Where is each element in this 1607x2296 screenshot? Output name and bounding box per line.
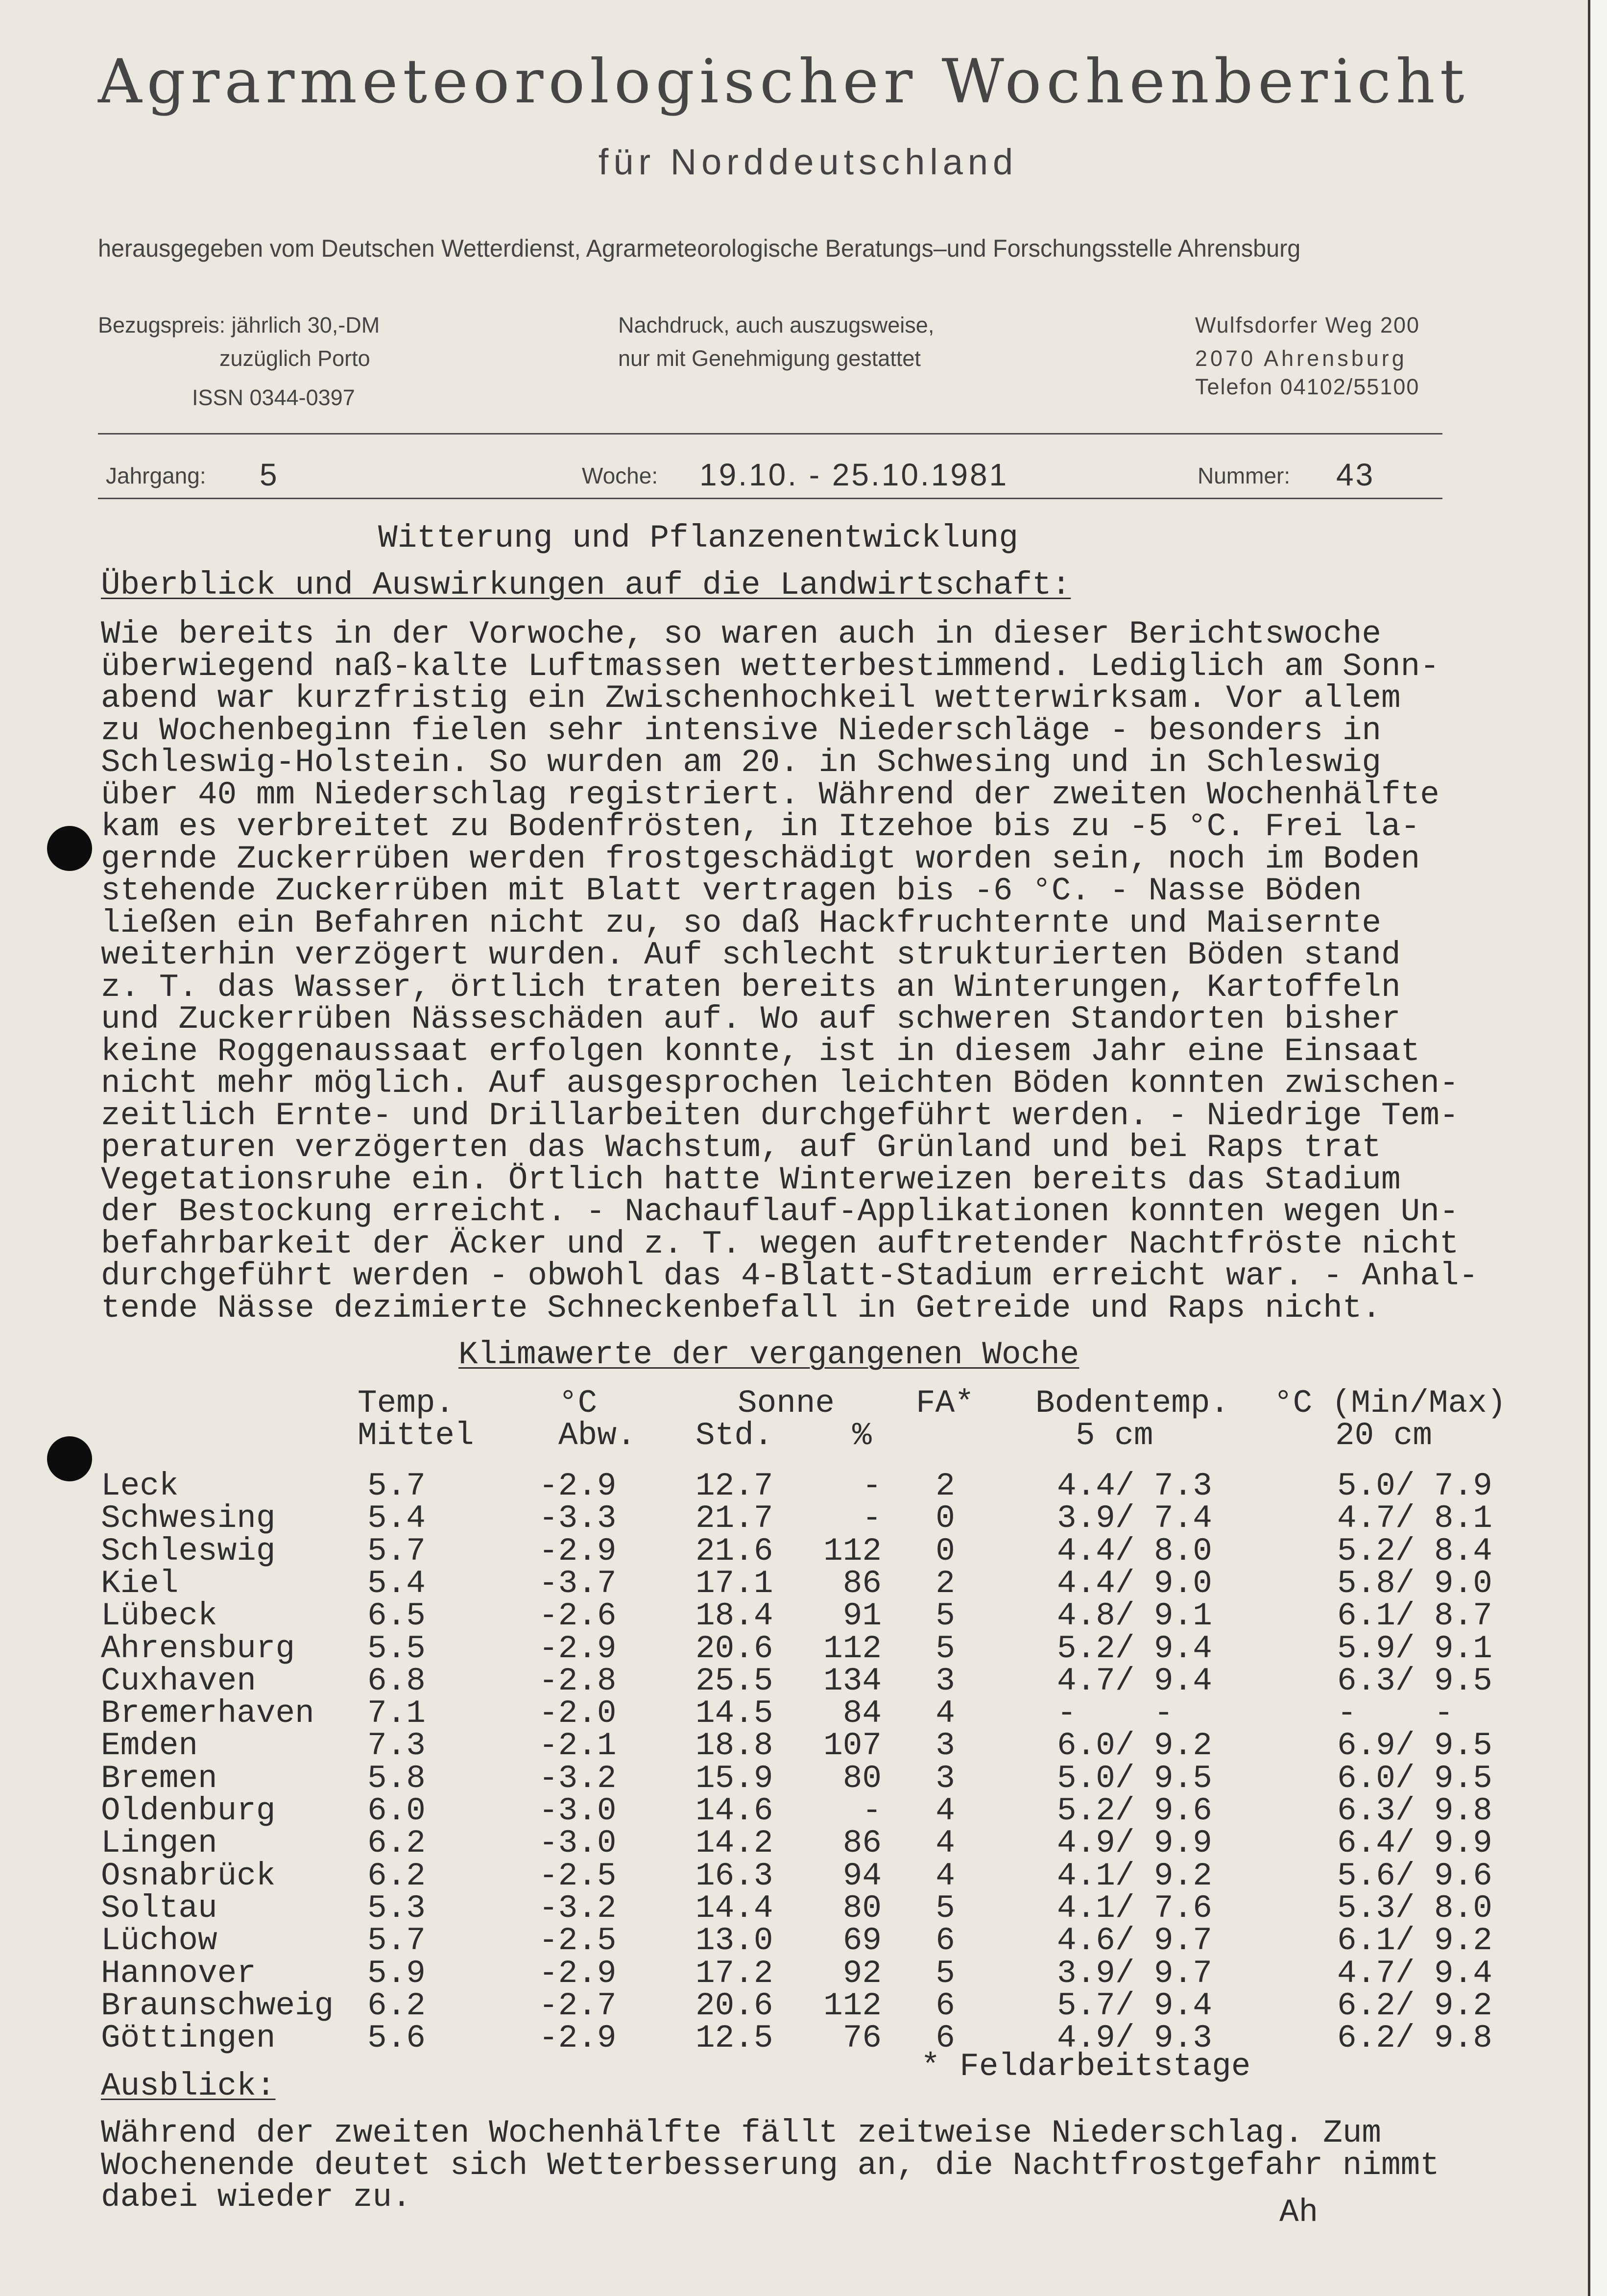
temp-mean: 5.9	[367, 1955, 426, 1992]
sunshine-percent: 84	[842, 1695, 882, 1732]
reprint-line-2: nur mit Genehmigung gestattet	[618, 346, 921, 371]
temp-deviation: -3.0	[539, 1825, 617, 1862]
sunshine-hours: 14.2	[696, 1825, 773, 1862]
soil-temp-20cm: 5.9/ 9.1	[1337, 1630, 1492, 1667]
station-name: Osnabrück	[101, 1857, 276, 1894]
table-row	[0, 1955, 1607, 1992]
station-name: Ahrensburg	[101, 1630, 295, 1667]
overview-line: kam es verbreitet zu Bodenfrösten, in Itzehoe bis zu -5 °C. Frei la-	[101, 808, 1420, 845]
station-name: Schleswig	[101, 1532, 276, 1570]
overview-line: über 40 mm Niederschlag registriert. Während der zweiten Wochenhälfte	[101, 776, 1439, 813]
overview-line: überwiegend naß-kalte Luftmassen wetterbestimmend. Lediglich am Sonn-	[101, 648, 1439, 685]
soil-temp-5cm: - -	[1057, 1695, 1174, 1732]
overview-line: z. T. das Wasser, örtlich traten bereits an Winterungen, Kartoffeln	[101, 968, 1401, 1006]
field-work-days: 4	[935, 1857, 955, 1894]
temp-deviation: -3.2	[539, 1889, 617, 1927]
soil-temp-5cm: 6.0/ 9.2	[1057, 1727, 1212, 1764]
overview-body	[101, 616, 1521, 1327]
soil-temp-20cm: 5.8/ 9.0	[1337, 1565, 1492, 1602]
soil-temp-5cm: 4.6/ 9.7	[1057, 1922, 1212, 1959]
table-row	[0, 1565, 1607, 1602]
temp-mean: 5.6	[367, 2020, 426, 2057]
soil-temp-20cm: 5.3/ 8.0	[1337, 1889, 1492, 1927]
overview-line: weiterhin verzögert wurden. Auf schlecht strukturierten Böden stand	[101, 937, 1401, 973]
sunshine-percent: 112	[823, 1532, 882, 1570]
temp-deviation: -2.0	[539, 1695, 617, 1732]
col-header-5cm: 5 cm	[1076, 1417, 1153, 1454]
col-header-abw: Abw.	[558, 1417, 636, 1454]
sunshine-hours: 15.9	[696, 1760, 773, 1797]
soil-temp-5cm: 4.9/ 9.9	[1057, 1825, 1212, 1862]
table-footnote: * Feldarbeitstage	[921, 2048, 1251, 2085]
table-row	[0, 1468, 1607, 1504]
field-work-days: 4	[935, 1695, 955, 1732]
woche-label: Woche:	[582, 463, 658, 488]
soil-temp-20cm: 5.2/ 8.4	[1337, 1532, 1492, 1570]
field-work-days: 5	[935, 1955, 955, 1992]
overview-line: befahrbarkeit der Äcker und z. T. wegen auftretender Nachtfröste nicht	[101, 1225, 1459, 1262]
table-row	[0, 1532, 1607, 1570]
soil-temp-5cm: 5.7/ 9.4	[1057, 1987, 1212, 2024]
temp-mean: 6.0	[367, 1792, 426, 1829]
temp-deviation: -2.6	[539, 1597, 617, 1635]
sunshine-hours: 12.7	[696, 1468, 773, 1504]
sunshine-hours: 13.0	[696, 1922, 773, 1959]
soil-temp-5cm: 4.1/ 9.2	[1057, 1857, 1212, 1894]
jahrgang-value: 5	[260, 457, 279, 492]
publisher-line: herausgegeben vom Deutschen Wetterdienst, Agrarmeteorologische Beratungs–und Forschungsstelle Ahrensburg	[98, 235, 1301, 262]
col-header-degc: °C	[558, 1385, 598, 1422]
sunshine-percent: 80	[842, 1760, 882, 1797]
temp-mean: 6.2	[367, 1857, 426, 1894]
overview-line: und Zuckerrüben Nässeschäden auf. Wo auf schweren Standorten bisher	[101, 1001, 1401, 1038]
overview-line: gernde Zuckerrüben werden frostgeschädigt worden sein, noch im Boden	[101, 840, 1420, 877]
nummer-label: Nummer:	[1198, 463, 1291, 488]
table-heading: Klimawerte der vergangenen Woche	[458, 1336, 1079, 1373]
station-name: Emden	[101, 1727, 198, 1764]
field-work-days: 0	[935, 1500, 955, 1537]
overview-line: keine Roggenaussaat erfolgen konnte, ist in diesem Jahr eine Einsaat	[101, 1033, 1420, 1070]
section-title: Witterung und Pflanzenentwicklung	[378, 520, 1019, 556]
soil-temp-20cm: 6.4/ 9.9	[1337, 1825, 1492, 1862]
station-name: Lübeck	[101, 1597, 217, 1635]
signature: Ah	[1279, 2194, 1319, 2231]
overview-line: Vegetationsruhe ein. Örtlich hatte Winterweizen bereits das Stadium	[101, 1161, 1401, 1198]
sunshine-hours: 21.7	[696, 1500, 773, 1537]
sunshine-percent: 80	[842, 1889, 882, 1927]
sunshine-percent: 86	[842, 1565, 882, 1602]
sunshine-hours: 14.5	[696, 1695, 773, 1732]
soil-temp-5cm: 5.2/ 9.4	[1057, 1630, 1212, 1667]
temp-mean: 6.8	[367, 1662, 426, 1699]
temp-mean: 5.4	[367, 1500, 426, 1537]
temp-mean: 7.3	[367, 1727, 426, 1764]
reprint-line-1: Nachdruck, auch auszugsweise,	[618, 313, 935, 338]
sunshine-hours: 20.6	[696, 1987, 773, 2024]
woche-value: 19.10. - 25.10.1981	[699, 457, 1009, 492]
price-line-2: zuzüglich Porto	[219, 346, 370, 371]
field-work-days: 3	[935, 1727, 955, 1764]
address-line-2: 2070 Ahrensburg	[1195, 346, 1407, 371]
station-name: Soltau	[101, 1889, 217, 1927]
soil-temp-5cm: 3.9/ 7.4	[1057, 1500, 1212, 1537]
header-rule-top	[98, 433, 1442, 435]
station-name: Bremerhaven	[101, 1695, 314, 1732]
sunshine-percent: 112	[823, 1987, 882, 2024]
temp-mean: 5.8	[367, 1760, 426, 1797]
field-work-days: 5	[935, 1597, 955, 1635]
temp-deviation: -2.8	[539, 1662, 617, 1699]
sunshine-percent: 92	[842, 1955, 882, 1992]
soil-temp-5cm: 3.9/ 9.7	[1057, 1955, 1212, 1992]
sunshine-hours: 16.3	[696, 1857, 773, 1894]
soil-temp-5cm: 4.8/ 9.1	[1057, 1597, 1212, 1635]
soil-temp-20cm: 5.0/ 7.9	[1337, 1468, 1492, 1504]
sunshine-hours: 18.4	[696, 1597, 773, 1635]
temp-mean: 6.2	[367, 1825, 426, 1862]
col-header-pct: %	[852, 1417, 872, 1454]
sunshine-percent: -	[862, 1468, 882, 1504]
table-row	[0, 1630, 1607, 1667]
report-title: Agrarmeteorologischer Wochenbericht	[98, 47, 1469, 117]
overview-line: tende Nässe dezimierte Schneckenbefall in Getreide und Raps nicht.	[101, 1289, 1382, 1327]
table-row	[0, 2020, 1607, 2057]
outlook-line: Während der zweiten Wochenhälfte fällt zeitweise Niederschlag. Zum	[101, 2115, 1382, 2151]
sunshine-percent: 86	[842, 1825, 882, 1862]
sunshine-percent: 94	[842, 1857, 882, 1894]
punch-hole-top	[47, 826, 92, 871]
station-name: Cuxhaven	[101, 1662, 256, 1699]
sunshine-hours: 17.2	[696, 1955, 773, 1992]
soil-temp-5cm: 5.0/ 9.5	[1057, 1760, 1212, 1797]
overview-line: zu Wochenbeginn fielen sehr intensive Niederschläge - besonders in	[101, 712, 1382, 749]
table-row	[0, 1662, 1607, 1699]
soil-temp-20cm: 4.7/ 9.4	[1337, 1955, 1492, 1992]
overview-line: peraturen verzögerten das Wachstum, auf Grünland und bei Raps trat	[101, 1129, 1382, 1166]
soil-temp-20cm: 6.9/ 9.5	[1337, 1727, 1492, 1764]
nummer-value: 43	[1336, 457, 1375, 492]
table-row	[0, 1987, 1607, 2024]
temp-deviation: -2.9	[539, 1532, 617, 1570]
sunshine-hours: 17.1	[696, 1565, 773, 1602]
station-name: Leck	[101, 1468, 179, 1504]
col-header-20cm: 20 cm	[1335, 1417, 1433, 1454]
station-name: Bremen	[101, 1760, 217, 1797]
table-row	[0, 1922, 1607, 1959]
sunshine-percent: -	[862, 1792, 882, 1829]
temp-mean: 6.2	[367, 1987, 426, 2024]
soil-temp-5cm: 4.1/ 7.6	[1057, 1889, 1212, 1927]
overview-line: nicht mehr möglich. Auf ausgesprochen leichten Böden konnten zwischen-	[101, 1065, 1459, 1102]
soil-temp-20cm: 6.3/ 9.8	[1337, 1792, 1492, 1829]
temp-deviation: -2.1	[539, 1727, 617, 1764]
overview-line: zeitlich Ernte- und Drillarbeiten durchgeführt werden. - Niedrige Tem-	[101, 1097, 1459, 1134]
sunshine-percent: 107	[823, 1727, 882, 1764]
sunshine-percent: 134	[823, 1662, 882, 1699]
field-work-days: 6	[935, 2020, 955, 2057]
soil-temp-20cm: - -	[1337, 1695, 1454, 1732]
overview-line: Schleswig-Holstein. So wurden am 20. in Schwesing und in Schleswig	[101, 744, 1382, 781]
col-header-std: Std.	[696, 1417, 773, 1454]
temp-mean: 5.3	[367, 1889, 426, 1927]
sunshine-percent: 69	[842, 1922, 882, 1959]
station-name: Braunschweig	[101, 1987, 334, 2024]
station-name: Lingen	[101, 1825, 217, 1862]
price-line-1: Bezugspreis: jährlich 30,-DM	[98, 313, 380, 338]
table-row	[0, 1825, 1607, 1862]
soil-temp-20cm: 6.1/ 9.2	[1337, 1922, 1492, 1959]
table-row	[0, 1597, 1607, 1635]
field-work-days: 3	[935, 1760, 955, 1797]
soil-temp-5cm: 4.4/ 7.3	[1057, 1468, 1212, 1504]
field-work-days: 2	[935, 1468, 955, 1504]
sunshine-percent: -	[862, 1500, 882, 1537]
overview-line: Wie bereits in der Vorwoche, so waren auch in dieser Berichtswoche	[101, 616, 1382, 653]
address-line-1: Wulfsdorfer Weg 200	[1195, 313, 1420, 338]
soil-temp-20cm: 6.2/ 9.8	[1337, 2020, 1492, 2057]
table-row	[0, 1857, 1607, 1894]
sunshine-hours: 20.6	[696, 1630, 773, 1667]
temp-deviation: -2.7	[539, 1987, 617, 2024]
station-name: Oldenburg	[101, 1792, 276, 1829]
soil-temp-20cm: 4.7/ 8.1	[1337, 1500, 1492, 1537]
sunshine-percent: 112	[823, 1630, 882, 1667]
sunshine-hours: 14.6	[696, 1792, 773, 1829]
soil-temp-5cm: 4.7/ 9.4	[1057, 1662, 1212, 1699]
col-header-minmax: °C (Min/Max)	[1273, 1385, 1507, 1422]
temp-mean: 6.5	[367, 1597, 426, 1635]
table-row	[0, 1695, 1607, 1732]
table-row	[0, 1727, 1607, 1764]
outlook-line: dabei wieder zu.	[101, 2179, 411, 2216]
temp-deviation: -2.5	[539, 1857, 617, 1894]
issn: ISSN 0344-0397	[192, 385, 355, 410]
temp-deviation: -3.0	[539, 1792, 617, 1829]
overview-line: durchgeführt werden - obwohl das 4-Blatt-Stadium erreicht war. - Anhal-	[101, 1257, 1479, 1294]
address-line-3: Telefon 04102/55100	[1195, 374, 1420, 399]
overview-heading: Überblick und Auswirkungen auf die Landwirtschaft:	[101, 567, 1071, 604]
temp-mean: 5.7	[367, 1922, 426, 1959]
field-work-days: 5	[935, 1630, 955, 1667]
temp-mean: 5.7	[367, 1532, 426, 1570]
field-work-days: 3	[935, 1662, 955, 1699]
field-work-days: 6	[935, 1922, 955, 1959]
col-header-bodentemp: Bodentemp.	[1035, 1385, 1230, 1422]
temp-mean: 5.5	[367, 1630, 426, 1667]
station-name: Göttingen	[101, 2020, 276, 2057]
temp-deviation: -2.5	[539, 1922, 617, 1959]
temp-deviation: -2.9	[539, 1630, 617, 1667]
station-name: Kiel	[101, 1565, 179, 1602]
soil-temp-20cm: 6.0/ 9.5	[1337, 1760, 1492, 1797]
field-work-days: 4	[935, 1825, 955, 1862]
station-name: Schwesing	[101, 1500, 276, 1537]
outlook-line: Wochenende deutet sich Wetterbesserung an, die Nachtfrostgefahr nimmt	[101, 2147, 1439, 2184]
sunshine-percent: 76	[842, 2020, 882, 2057]
field-work-days: 5	[935, 1889, 955, 1927]
soil-temp-20cm: 6.3/ 9.5	[1337, 1662, 1492, 1699]
soil-temp-20cm: 5.6/ 9.6	[1337, 1857, 1492, 1894]
report-subtitle: für Norddeutschland	[598, 142, 1018, 182]
temp-mean: 7.1	[367, 1695, 426, 1732]
table-row	[0, 1889, 1607, 1927]
table-row	[0, 1500, 1607, 1537]
overview-line: ließen ein Befahren nicht zu, so daß Hackfruchternte und Maisernte	[101, 904, 1382, 942]
temp-mean: 5.7	[367, 1468, 426, 1504]
header-rule-bottom	[98, 498, 1442, 499]
col-header-mittel: Mittel	[358, 1417, 474, 1454]
sunshine-hours: 18.8	[696, 1727, 773, 1764]
sunshine-percent: 91	[842, 1597, 882, 1635]
jahrgang-label: Jahrgang:	[106, 463, 206, 488]
overview-line: abend war kurzfristig ein Zwischenhochkeil wetterwirksam. Vor allem	[101, 680, 1401, 717]
temp-deviation: -3.7	[539, 1565, 617, 1602]
field-work-days: 4	[935, 1792, 955, 1829]
field-work-days: 6	[935, 1987, 955, 2024]
field-work-days: 0	[935, 1532, 955, 1570]
overview-line: der Bestockung erreicht. - Nachauflauf-Applikationen konnten wegen Un-	[101, 1193, 1459, 1230]
table-row	[0, 1760, 1607, 1797]
soil-temp-5cm: 4.4/ 9.0	[1057, 1565, 1212, 1602]
temp-mean: 5.4	[367, 1565, 426, 1602]
soil-temp-5cm: 5.2/ 9.6	[1057, 1792, 1212, 1829]
sunshine-hours: 21.6	[696, 1532, 773, 1570]
sunshine-hours: 12.5	[696, 2020, 773, 2057]
station-name: Lüchow	[101, 1922, 217, 1959]
outlook-body	[101, 2117, 1439, 2214]
station-name: Hannover	[101, 1955, 256, 1992]
soil-temp-20cm: 6.1/ 8.7	[1337, 1597, 1492, 1635]
sunshine-hours: 14.4	[696, 1889, 773, 1927]
soil-temp-20cm: 6.2/ 9.2	[1337, 1987, 1492, 2024]
temp-deviation: -3.3	[539, 1500, 617, 1537]
col-header-fa: FA*	[916, 1385, 974, 1422]
temp-deviation: -2.9	[539, 1955, 617, 1992]
temp-deviation: -2.9	[539, 2020, 617, 2057]
col-header-temp: Temp.	[358, 1385, 455, 1422]
field-work-days: 2	[935, 1565, 955, 1602]
outlook-heading: Ausblick:	[101, 2068, 276, 2104]
temp-deviation: -2.9	[539, 1468, 617, 1504]
sunshine-hours: 25.5	[696, 1662, 773, 1699]
overview-line: stehende Zuckerrüben mit Blatt vertragen bis -6 °C. - Nasse Böden	[101, 872, 1362, 909]
temp-deviation: -3.2	[539, 1760, 617, 1797]
col-header-sonne: Sonne	[738, 1385, 835, 1422]
table-row	[0, 1792, 1607, 1829]
soil-temp-5cm: 4.4/ 8.0	[1057, 1532, 1212, 1570]
soil-temp-5cm: 4.9/ 9.3	[1057, 2020, 1212, 2057]
